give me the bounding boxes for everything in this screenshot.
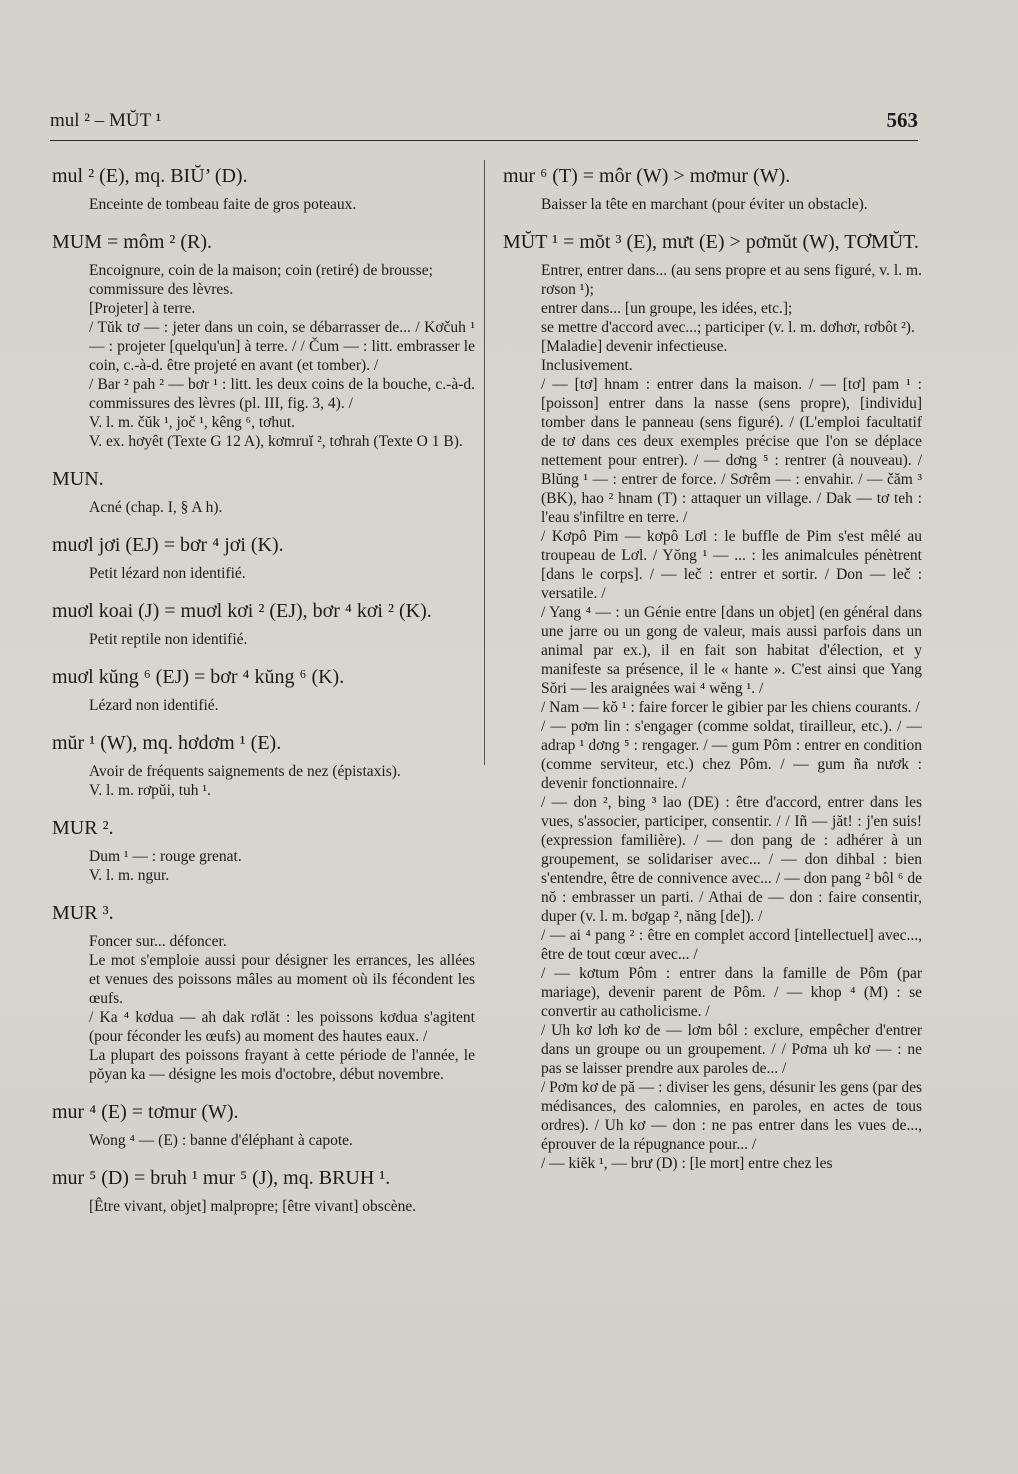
dictionary-entry: [52, 1099, 475, 1150]
entry-definition: Petit lézard non identifié.: [89, 565, 246, 582]
entry-definition: Acné (chap. I, § A h).: [89, 499, 223, 516]
entry-headword: mŭr ¹ (W), mq. hơdơm ¹ (E).: [52, 732, 282, 754]
entry-definition: Encoignure, coin de la maison; coin (retiré) de brousse; commissure des lèvres. [Projeter] à terre. / Tŭk tơ — : jeter dans un coin, se débarrasser de... / Kơčuh ¹ — : projeter [quelqu'un] à terre. / / Čum — : litt. embrasser le coin, c.-à-d. être projeté en avant (et tomber). / / Bar ² pah ² — bơr ¹ : litt. les deux coins de la bouche, c.-à-d. commissures des lèvres (pl. III, fig. 3, 4). / V. l. m. čŭk ¹, joč ¹, kêng ⁶, tơhut. V. ex. hơyêt (Texte G 12 A), kơmruĭ ², tơhrah (Texte O 1 B).: [89, 262, 475, 450]
dictionary-entry: [52, 163, 475, 214]
entry-headword: mur ⁶ (T) = môr (W) > mơmur (W).: [503, 165, 791, 187]
entry-definition: Wong ⁴ — (E) : banne d'éléphant à capote.: [89, 1132, 353, 1149]
right-column: [503, 163, 922, 1373]
entry-definition: Enceinte de tombeau faite de gros poteaux.: [89, 196, 357, 213]
entry-headword: mul ² (E), mq. BIŬ’ (D).: [52, 165, 248, 187]
dictionary-entry: [503, 163, 922, 214]
dictionary-entry: [503, 229, 922, 1173]
entry-headword: mur ⁴ (E) = tơmur (W).: [52, 1101, 239, 1123]
dictionary-entry: [52, 532, 475, 583]
left-column: [52, 163, 475, 1373]
running-head-range: mul ² – MŬT ¹: [50, 110, 162, 131]
entry-headword: muơl kŭng ⁶ (EJ) = bơr ⁴ kŭng ⁶ (K).: [52, 666, 345, 688]
dictionary-entry: [52, 664, 475, 715]
entry-headword: MUM = môm ² (R).: [52, 231, 213, 253]
dictionary-entry: [52, 466, 475, 517]
page-number: 563: [886, 108, 918, 132]
entry-headword: muơl jơi (EJ) = bơr ⁴ jơi (K).: [52, 534, 284, 556]
entry-definition: Lézard non identifié.: [89, 697, 219, 714]
entry-definition: Foncer sur... défoncer. Le mot s'emploie aussi pour désigner les errances, les allées et venues des poissons mâles au moment où ils fécondent les œufs. / Ka ⁴ kơdua — ah dak rơlăt : les poissons kơdua s'agitent (pour féconder les œufs) au moment des hautes eaux. / La plupart des poissons frayant à cette période de l'année, le pŏyan ka — désigne les mois d'octobre, début novembre.: [89, 933, 475, 1083]
column-divider: [484, 160, 485, 765]
entry-headword: MUR ².: [52, 817, 114, 839]
entry-headword: MŬT ¹ = mŏt ³ (E), mưt (E) > pơmŭt (W), TƠMŬT.: [503, 231, 919, 253]
entry-definition: Avoir de fréquents saignements de nez (épistaxis). V. l. m. rơpŭi, tuh ¹.: [89, 763, 401, 799]
entry-definition: Baisser la tête en marchant (pour éviter un obstacle).: [541, 196, 868, 213]
entry-definition: Petit reptile non identifié.: [89, 631, 248, 648]
dictionary-entry: [52, 815, 475, 885]
entry-definition: Dum ¹ — : rouge grenat. V. l. m. ngur.: [89, 848, 242, 884]
entry-headword: muơl koai (J) = muơl kơi ² (EJ), bơr ⁴ kơi ² (K).: [52, 600, 432, 622]
entry-definition: [Être vivant, objet] malpropre; [être vivant] obscène.: [89, 1198, 417, 1215]
dictionary-entry: [52, 598, 475, 649]
entry-headword: MUN.: [52, 468, 104, 490]
dictionary-entry: [52, 1165, 475, 1216]
dictionary-entry: [52, 900, 475, 1084]
entry-headword: mur ⁵ (D) = bruh ¹ mur ⁵ (J), mq. BRUH ¹.: [52, 1167, 391, 1189]
entry-definition: Entrer, entrer dans... (au sens propre et au sens figuré, v. l. m. rơson ¹); entrer dans... [un groupe, les idées, etc.]; se mettre d'accord avec...; participer (v. l. m. dơhơr, rơbôt ²). [Maladie] devenir infectieuse. Inclusivement. / — [tơ] hnam : entrer dans la maison. / — [tơ] pam ¹ : [poisson] entrer dans la nasse (sens propre), [individu] tomber dans le panneau (sens figuré). / (L'emploi facultatif de tơ dans ces deux exemples précise que l'on se déplace nettement pour entrer). / — dơng ⁵ : rentrer (à nouveau). / Blŭng ¹ — : entrer de force. / Sơrêm — : envahir. / — čăm ³ (BK), hao ² hnam (T) : attaquer un village. / Dak — tơ teh : l'eau s'infiltre en terre. / / Kơpô Pim — kơpô Lơl : le buffle de Pim s'est mêlé au troupeau de Lơl. / Yŏng ¹ — ... : les animalcules pénètrent [dans le corps]. / — leč : entrer et sortir. / Don — leč : versatile. / / Yang ⁴ — : un Génie entre [dans un objet] (en général dans une jarre ou un gong de valeur, mais aussi parfois dans un animal par ex.), il en fait son habitat d'élection, et y manifeste sa présence, il le « hante ». C'est ainsi que Yang Sŏri — les araignées wai ⁴ wĕng ¹. / / Nam — kŏ ¹ : faire forcer le gibier par les chiens courants. / / — pơm lin : s'engager (comme soldat, tirailleur, etc.). / — adrap ¹ dơng ⁵ : rengager. / — gum Pôm : entrer en condition (comme serviteur, etc.) chez Pôm. / — gum ña nươk : devenir fonctionnaire. / / — don ², bing ³ lao (DE) : être d'accord, entrer dans les vues, s'associer, participer, consentir. / / Iñ — jăt! : j'en suis! (expression familière). / — don pang de : adhérer à un groupement, se solidariser avec... / — don dihbal : bien s'entendre, être de connivence avec... / — don pang ² bôl ⁶ de nŏ : embrasser un parti. / Athai de — don : faire consentir, duper (v. l. m. bơgap ², năng [de]). / / — ai ⁴ pang ² : être en complet accord [intellectuel] avec..., être de tout cœur avec... / / — kơtum Pôm : entrer dans la famille de Pôm (par mariage), devenir parent de Pôm. / — khop ⁴ (M) : se convertir au catholicisme. / / Uh kơ lơh kơ de — lơm bôl : exclure, empêcher d'entrer dans un groupe ou un groupement. / / Pơma uh kơ — : ne pas se laisser prendre aux paroles de... / / Pơm kơ de pă — : diviser les gens, désunir les gens (par des médisances, des calomnies, en paroles, en actes de tous ordres). / Uh kơ — don : ne pas entrer dans les vues de..., éprouver de la répugnance pour... / / — kiĕk ¹, — brư (D) : [le mort] entre chez les: [541, 262, 922, 1172]
running-head: [50, 108, 918, 141]
dictionary-entry: [52, 730, 475, 800]
entry-headword: MUR ³.: [52, 902, 114, 924]
dictionary-entry: [52, 229, 475, 451]
